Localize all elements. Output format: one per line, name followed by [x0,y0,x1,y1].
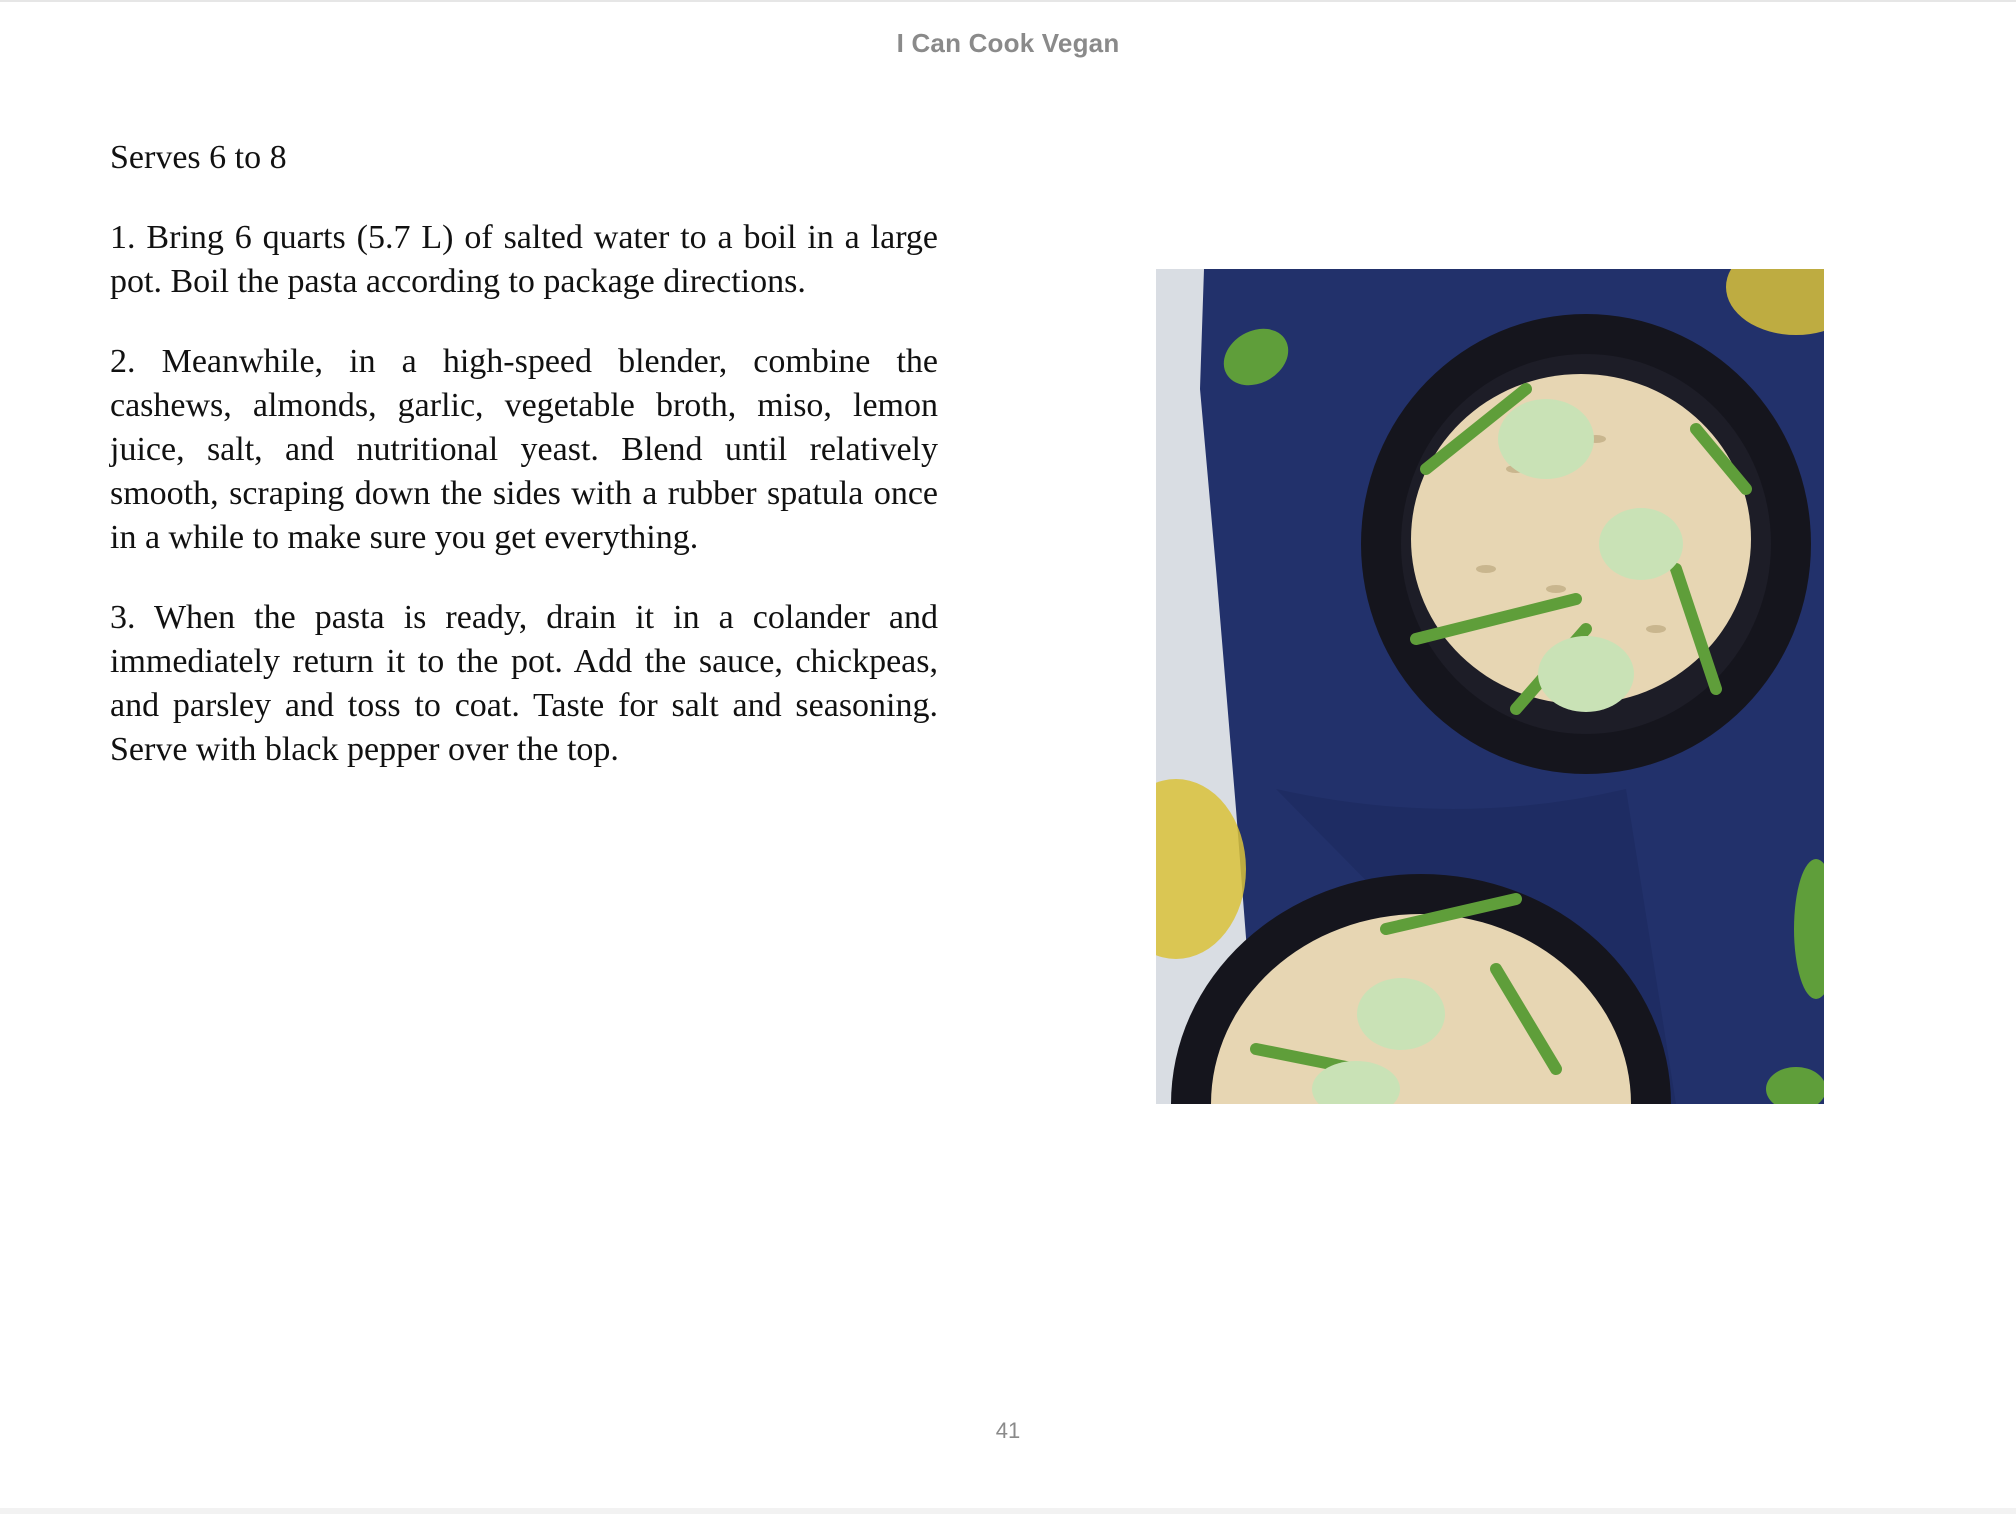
recipe-step-1: 1. Bring 6 quarts (5.7 L) of salted water to a boil in a large pot. Boil the pasta according to package directions. [110,219,938,300]
recipe-text [110,136,938,808]
recipe-step-3: 3. When the pasta is ready, drain it in a colander and immediately return it to the pot. Add the sauce, chickpeas, and parsley and toss to coat. Taste for salt and seasoning. Serve with black pepper over the top. [110,599,938,768]
window-top-edge [0,0,2016,2]
window-bottom-edge [0,1508,2016,1514]
photo-pesto-2 [1599,508,1683,580]
photo-pesto-1 [1498,399,1594,479]
page-number: 41 [995,1418,1021,1443]
recipe-photo-illustration [1156,269,1824,1104]
photo-pesto-3 [1538,636,1634,712]
recipe-step-2: 2. Meanwhile, in a high-speed blender, combine the cashews, almonds, garlic, vegetable broth, miso, lemon juice, salt, and nutritional yeast. Blend until relatively smooth, scraping down the sides with a rubber spatula once in a while to make sure you get everything. [110,343,938,556]
recipe-photo [1156,269,1824,1104]
book-title: I Can Cook Vegan [896,28,1120,58]
serves-line: Serves 6 to 8 [110,139,287,176]
photo-pesto-4 [1357,978,1445,1050]
